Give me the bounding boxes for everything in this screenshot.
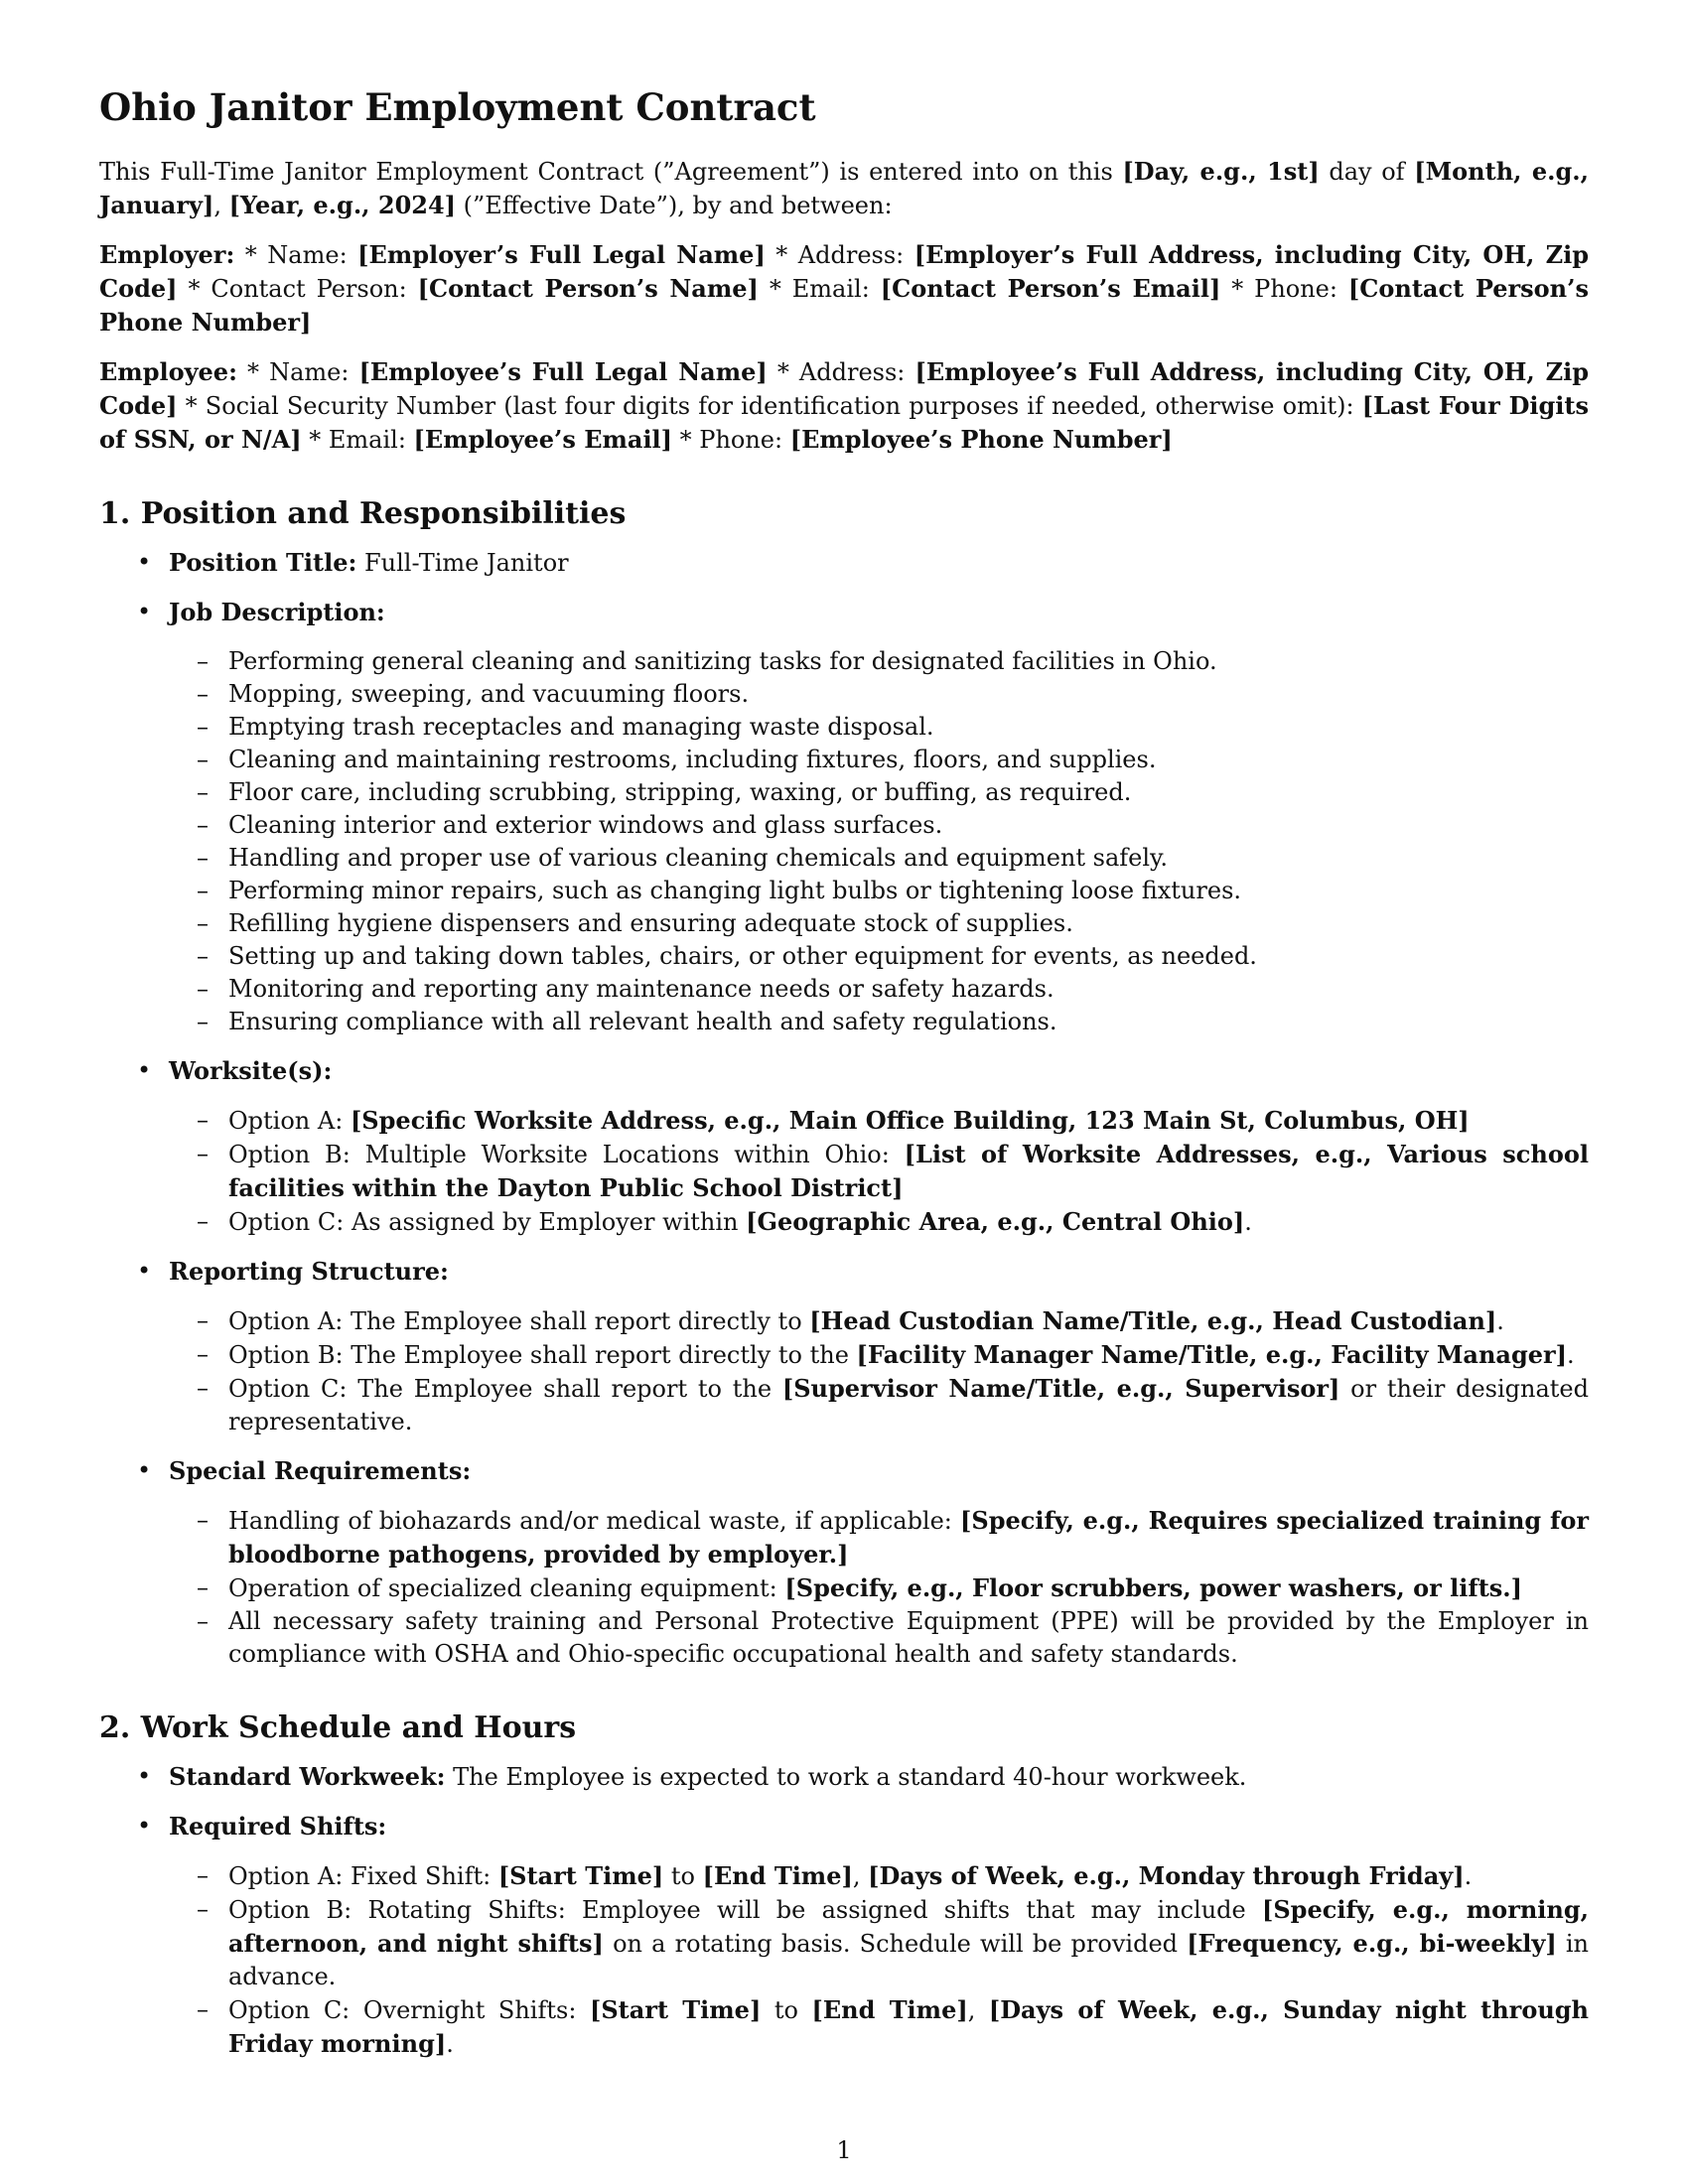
position-title-label: Position Title:	[169, 548, 357, 578]
option-placeholder: [End Time]	[702, 1861, 853, 1891]
option-placeholder: [Geographic Area, e.g., Central Ohio]	[746, 1207, 1245, 1237]
day-placeholder: [Day, e.g., 1st]	[1122, 157, 1320, 187]
document-title: Ohio Janitor Employment Contract	[99, 85, 816, 129]
required-shifts-label: Required Shifts:	[169, 1812, 387, 1842]
employer-name-placeholder: [Employer’s Full Legal Name]	[357, 240, 766, 270]
shift-option-a	[169, 1859, 1589, 1893]
employee-address-placeholder: [Employee’s Full Address, including City, OH, Zip Code]	[99, 357, 1590, 421]
option-text: to	[663, 1862, 703, 1891]
option-placeholder: [List of Worksite Addresses, e.g., Various school facilities within the Dayton Public School District]	[228, 1140, 1589, 1203]
option-placeholder: [Facility Manager Name/Title, e.g., Facility Manager]	[856, 1340, 1568, 1370]
list-item: – Emptying trash receptacles and managing waste disposal.	[169, 711, 1589, 744]
reporting-option-a	[169, 1304, 1589, 1338]
list-item: – Floor care, including scrubbing, stripping, waxing, or buffing, as required.	[169, 776, 1589, 809]
option-text: .	[1567, 1341, 1575, 1370]
option-text: ,	[967, 1996, 989, 2025]
employee-phone-placeholder: [Employee’s Phone Number]	[789, 425, 1173, 455]
reporting-option-b	[169, 1338, 1589, 1372]
special-requirement-equipment	[169, 1571, 1589, 1605]
intro-paragraph	[99, 155, 1589, 222]
required-shifts-item	[99, 1810, 1589, 2061]
employee-paragraph	[99, 355, 1589, 457]
special-requirements-item	[99, 1454, 1589, 1671]
option-placeholder: [Days of Week, e.g., Sunday night through Friday morning]	[228, 1995, 1590, 2059]
job-description-item	[99, 596, 1589, 1038]
reporting-list	[169, 1304, 1589, 1438]
special-requirements-list	[169, 1504, 1589, 1671]
page-number: 1	[836, 2136, 852, 2164]
list-item: – Ensuring compliance with all relevant health and safety regulations.	[169, 1006, 1589, 1038]
option-placeholder: [Specify, e.g., Requires specialized training for bloodborne pathogens, provided by employer.]	[228, 1506, 1590, 1570]
special-requirements-label: Special Requirements:	[169, 1456, 472, 1486]
list-item: – Cleaning and maintaining restrooms, including fixtures, floors, and supplies.	[169, 744, 1589, 776]
intro-text: day of	[1319, 158, 1415, 187]
employer-text: * Contact Person:	[177, 275, 418, 304]
option-placeholder: [Specify, e.g., Floor scrubbers, power washers, or lifts.]	[784, 1573, 1523, 1603]
employer-text: * Email:	[758, 275, 881, 304]
employer-text: * Phone:	[1220, 275, 1348, 304]
month-placeholder: [Month, e.g., January]	[99, 157, 1589, 220]
employee-label: Employee:	[99, 357, 237, 387]
section-1-list	[99, 546, 1589, 1671]
special-requirement-ppe: – All necessary safety training and Personal Protective Equipment (PPE) will be provided by the Employer in compliance with OSHA and Ohio-specific occupational health and safety standards.	[169, 1605, 1589, 1671]
worksite-option-b	[169, 1138, 1589, 1205]
worksite-item	[99, 1054, 1589, 1239]
option-text: Option A:	[228, 1107, 351, 1136]
shift-option-c	[169, 1993, 1589, 2061]
option-text: to	[761, 1996, 812, 2025]
employee-name-placeholder: [Employee’s Full Legal Name]	[358, 357, 768, 387]
shift-option-b	[169, 1893, 1589, 1993]
position-title-item	[99, 546, 1589, 580]
list-item: – Cleaning interior and exterior windows and glass surfaces.	[169, 809, 1589, 842]
standard-workweek-value: The Employee is expected to work a standard 40-hour workweek.	[445, 1763, 1247, 1792]
worksite-option-c	[169, 1205, 1589, 1239]
worksite-list	[169, 1104, 1589, 1239]
option-text: Option A: Fixed Shift:	[228, 1862, 498, 1891]
option-text: .	[1496, 1307, 1504, 1336]
employer-address-placeholder: [Employer’s Full Address, including City, OH, Zip Code]	[99, 240, 1589, 304]
employer-label: Employer:	[99, 240, 235, 270]
option-placeholder: [Frequency, e.g., bi-weekly]	[1187, 1929, 1557, 1959]
worksite-option-a	[169, 1104, 1589, 1138]
employee-text: * Email:	[301, 426, 414, 455]
reporting-structure-item	[99, 1255, 1589, 1438]
option-placeholder: [Start Time]	[497, 1861, 664, 1891]
option-placeholder: [Specific Worksite Address, e.g., Main Office Building, 123 Main St, Columbus, OH]	[350, 1106, 1470, 1136]
option-text: Option C: As assigned by Employer within	[228, 1208, 747, 1237]
option-text: Option A: The Employee shall report directly to	[228, 1307, 810, 1336]
option-text: .	[1244, 1208, 1252, 1237]
contact-email-placeholder: [Contact Person’s Email]	[880, 274, 1221, 304]
option-text: or their designated representative.	[228, 1375, 1589, 1436]
option-text: Option B: The Employee shall report directly to the	[228, 1341, 857, 1370]
option-placeholder: [End Time]	[811, 1995, 968, 2025]
intro-text: (”Effective Date”), by and between:	[456, 192, 893, 220]
option-text: Operation of specialized cleaning equipment:	[228, 1574, 785, 1603]
option-placeholder: [Days of Week, e.g., Monday through Friday]	[868, 1861, 1465, 1891]
option-text: on a rotating basis. Schedule will be provided	[603, 1930, 1188, 1959]
job-description-list	[169, 645, 1589, 1038]
employee-text: * Social Security Number (last four digits for identification purposes if needed, otherwise omit):	[177, 392, 1362, 421]
reporting-structure-label: Reporting Structure:	[169, 1257, 449, 1287]
option-text: .	[446, 2030, 454, 2059]
reporting-option-c	[169, 1372, 1589, 1438]
intro-text: ,	[213, 192, 229, 220]
option-placeholder: [Start Time]	[589, 1995, 762, 2025]
standard-workweek-item	[99, 1760, 1589, 1794]
job-description-label: Job Description:	[169, 598, 385, 627]
employee-text: * Address:	[767, 358, 915, 387]
list-item: – Monitoring and reporting any maintenance needs or safety hazards.	[169, 973, 1589, 1006]
position-title-value: Full-Time Janitor	[356, 549, 569, 578]
option-text: Option B: Rotating Shifts: Employee will be assigned shifts that may include	[228, 1896, 1262, 1925]
ssn-placeholder: [Last Four Digits of SSN, or N/A]	[99, 391, 1590, 455]
employer-paragraph	[99, 238, 1589, 340]
option-placeholder: [Supervisor Name/Title, e.g., Supervisor]	[781, 1374, 1340, 1404]
document-page	[99, 85, 1589, 2077]
intro-text: This Full-Time Janitor Employment Contract (”Agreement”) is entered into on this	[99, 158, 1123, 187]
option-text: Handling of biohazards and/or medical waste, if applicable:	[228, 1507, 961, 1536]
option-text: ,	[852, 1862, 869, 1891]
worksite-label: Worksite(s):	[169, 1056, 333, 1086]
employer-text: * Name:	[234, 241, 358, 270]
year-placeholder: [Year, e.g., 2024]	[228, 191, 457, 220]
employee-text: * Phone:	[672, 426, 790, 455]
section-2-list	[99, 1760, 1589, 2061]
option-text: Option C: The Employee shall report to the	[228, 1375, 782, 1404]
list-item: – Refilling hygiene dispensers and ensuring adequate stock of supplies.	[169, 907, 1589, 940]
employee-email-placeholder: [Employee’s Email]	[413, 425, 673, 455]
list-item: – Performing general cleaning and sanitizing tasks for designated facilities in Ohio.	[169, 645, 1589, 678]
option-text: in advance.	[228, 1930, 1590, 1991]
special-requirement-biohazard	[169, 1504, 1589, 1571]
section-1-heading: 1. Position and Responsibilities	[99, 496, 627, 532]
option-text: Option B: Multiple Worksite Locations within Ohio:	[228, 1141, 905, 1169]
list-item: – Performing minor repairs, such as changing light bulbs or tightening loose fixtures.	[169, 875, 1589, 907]
contact-name-placeholder: [Contact Person’s Name]	[417, 274, 759, 304]
option-text: .	[1464, 1862, 1473, 1891]
employee-text: * Name:	[236, 358, 359, 387]
option-text: Option C: Overnight Shifts:	[228, 1996, 590, 2025]
section-2-heading: 2. Work Schedule and Hours	[99, 1710, 577, 1746]
list-item: – Mopping, sweeping, and vacuuming floors.	[169, 678, 1589, 711]
employer-text: * Address:	[765, 241, 914, 270]
shifts-list	[169, 1859, 1589, 2061]
option-placeholder: [Head Custodian Name/Title, e.g., Head Custodian]	[809, 1306, 1497, 1336]
standard-workweek-label: Standard Workweek:	[169, 1762, 446, 1792]
list-item: – Handling and proper use of various cleaning chemicals and equipment safely.	[169, 842, 1589, 875]
option-placeholder: [Specify, e.g., morning, afternoon, and night shifts]	[228, 1895, 1589, 1959]
contact-phone-placeholder: [Contact Person’s Phone Number]	[99, 274, 1589, 338]
list-item: – Setting up and taking down tables, chairs, or other equipment for events, as needed.	[169, 940, 1589, 973]
